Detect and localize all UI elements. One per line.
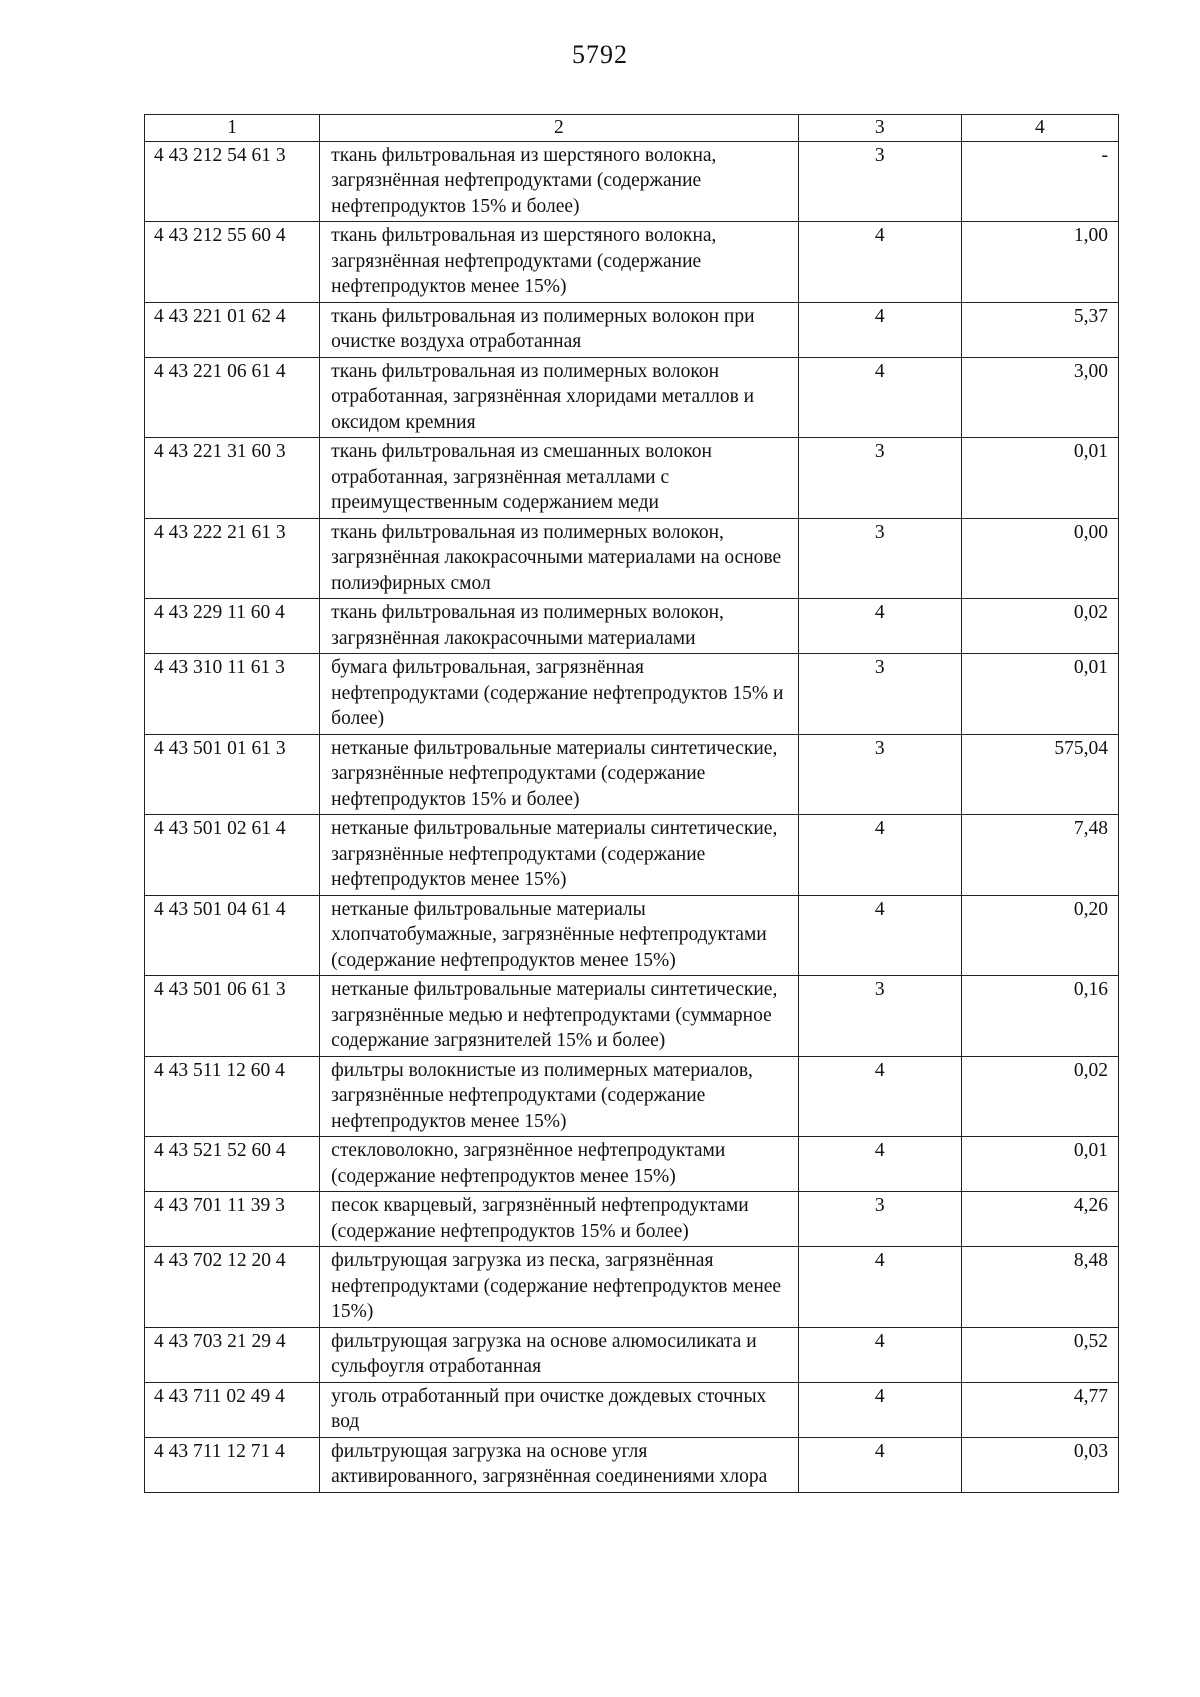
waste-table (144, 114, 1119, 1493)
waste-name-cell: ткань фильтровальная из шерстяного волокна, загрязнённая нефтепродуктами (содержание нефтепродуктов менее 15%) (320, 222, 798, 303)
hazard-class-cell: 4 (798, 222, 961, 303)
amount-cell: 0,01 (961, 654, 1118, 735)
column-header-code: 1 (145, 115, 320, 142)
amount-cell: 4,26 (961, 1192, 1118, 1247)
column-header-class: 3 (798, 115, 961, 142)
table-row (145, 438, 1119, 519)
waste-code-cell: 4 43 702 12 20 4 (145, 1247, 320, 1328)
hazard-class-cell: 3 (798, 438, 961, 519)
table-row (145, 1192, 1119, 1247)
waste-name-cell: фильтры волокнистые из полимерных материалов, загрязнённые нефтепродуктами (содержание нефтепродуктов менее 15%) (320, 1056, 798, 1137)
table-row (145, 654, 1119, 735)
table-row (145, 1437, 1119, 1492)
waste-name-cell: нетканые фильтровальные материалы синтетические, загрязнённые медью и нефтепродуктами (суммарное содержание загрязнителей 15% и более) (320, 976, 798, 1057)
amount-cell: 0,52 (961, 1327, 1118, 1382)
table-row (145, 357, 1119, 438)
waste-name-cell: ткань фильтровальная из смешанных волокон отработанная, загрязнённая металлами с преимущественным содержанием меди (320, 438, 798, 519)
amount-cell: 0,20 (961, 895, 1118, 976)
amount-cell: 5,37 (961, 302, 1118, 357)
table-row (145, 302, 1119, 357)
page-number: 5792 (572, 40, 628, 69)
table-row (145, 599, 1119, 654)
waste-code-cell: 4 43 221 06 61 4 (145, 357, 320, 438)
table-row (145, 141, 1119, 222)
table-row (145, 1382, 1119, 1437)
waste-code-cell: 4 43 501 06 61 3 (145, 976, 320, 1057)
amount-cell: 3,00 (961, 357, 1118, 438)
amount-cell: 575,04 (961, 734, 1118, 815)
waste-name-cell: ткань фильтровальная из полимерных волокон при очистке воздуха отработанная (320, 302, 798, 357)
hazard-class-cell: 3 (798, 734, 961, 815)
hazard-class-cell: 4 (798, 815, 961, 896)
table-row (145, 976, 1119, 1057)
hazard-class-cell: 4 (798, 1056, 961, 1137)
amount-cell: 1,00 (961, 222, 1118, 303)
column-header-value: 4 (961, 115, 1118, 142)
waste-code-cell: 4 43 212 55 60 4 (145, 222, 320, 303)
waste-name-cell: бумага фильтровальная, загрязнённая нефтепродуктами (содержание нефтепродуктов 15% и более) (320, 654, 798, 735)
waste-code-cell: 4 43 703 21 29 4 (145, 1327, 320, 1382)
waste-code-cell: 4 43 221 31 60 3 (145, 438, 320, 519)
waste-name-cell: нетканые фильтровальные материалы синтетические, загрязнённые нефтепродуктами (содержание нефтепродуктов менее 15%) (320, 815, 798, 896)
waste-code-cell: 4 43 511 12 60 4 (145, 1056, 320, 1137)
waste-name-cell: стекловолокно, загрязнённое нефтепродуктами (содержание нефтепродуктов менее 15%) (320, 1137, 798, 1192)
waste-code-cell: 4 43 222 21 61 3 (145, 518, 320, 599)
hazard-class-cell: 4 (798, 1327, 961, 1382)
amount-cell: 0,03 (961, 1437, 1118, 1492)
amount-cell: 7,48 (961, 815, 1118, 896)
amount-cell: 0,01 (961, 438, 1118, 519)
waste-name-cell: ткань фильтровальная из полимерных волокон отработанная, загрязнённая хлоридами металлов и оксидом кремния (320, 357, 798, 438)
amount-cell: 8,48 (961, 1247, 1118, 1328)
table-header-row (145, 115, 1119, 142)
amount-cell: 0,01 (961, 1137, 1118, 1192)
hazard-class-cell: 4 (798, 1247, 961, 1328)
table-body (145, 141, 1119, 1492)
waste-code-cell: 4 43 711 02 49 4 (145, 1382, 320, 1437)
table-row (145, 734, 1119, 815)
waste-name-cell: фильтрующая загрузка на основе угля активированного, загрязнённая соединениями хлора (320, 1437, 798, 1492)
hazard-class-cell: 4 (798, 357, 961, 438)
table-row (145, 1247, 1119, 1328)
hazard-class-cell: 4 (798, 302, 961, 357)
waste-code-cell: 4 43 501 04 61 4 (145, 895, 320, 976)
waste-name-cell: ткань фильтровальная из полимерных волокон, загрязнённая лакокрасочными материалами (320, 599, 798, 654)
waste-code-cell: 4 43 212 54 61 3 (145, 141, 320, 222)
hazard-class-cell: 3 (798, 976, 961, 1057)
waste-code-cell: 4 43 521 52 60 4 (145, 1137, 320, 1192)
amount-cell: 4,77 (961, 1382, 1118, 1437)
waste-name-cell: ткань фильтровальная из шерстяного волокна, загрязнённая нефтепродуктами (содержание нефтепродуктов 15% и более) (320, 141, 798, 222)
amount-cell: 0,16 (961, 976, 1118, 1057)
hazard-class-cell: 3 (798, 1192, 961, 1247)
waste-name-cell: фильтрующая загрузка из песка, загрязнённая нефтепродуктами (содержание нефтепродуктов менее 15%) (320, 1247, 798, 1328)
hazard-class-cell: 3 (798, 654, 961, 735)
waste-code-cell: 4 43 229 11 60 4 (145, 599, 320, 654)
table-row (145, 815, 1119, 896)
amount-cell: 0,02 (961, 599, 1118, 654)
hazard-class-cell: 4 (798, 895, 961, 976)
waste-code-cell: 4 43 221 01 62 4 (145, 302, 320, 357)
column-header-name: 2 (320, 115, 798, 142)
table-row (145, 518, 1119, 599)
hazard-class-cell: 4 (798, 1137, 961, 1192)
waste-name-cell: ткань фильтровальная из полимерных волокон, загрязнённая лакокрасочными материалами на основе полиэфирных смол (320, 518, 798, 599)
amount-cell: 0,00 (961, 518, 1118, 599)
table-row (145, 222, 1119, 303)
waste-name-cell: нетканые фильтровальные материалы хлопчатобумажные, загрязнённые нефтепродуктами (содержание нефтепродуктов менее 15%) (320, 895, 798, 976)
waste-code-cell: 4 43 701 11 39 3 (145, 1192, 320, 1247)
table-row (145, 895, 1119, 976)
hazard-class-cell: 3 (798, 518, 961, 599)
waste-name-cell: песок кварцевый, загрязнённый нефтепродуктами (содержание нефтепродуктов 15% и более) (320, 1192, 798, 1247)
hazard-class-cell: 4 (798, 1437, 961, 1492)
amount-cell: 0,02 (961, 1056, 1118, 1137)
waste-name-cell: фильтрующая загрузка на основе алюмосиликата и сульфоугля отработанная (320, 1327, 798, 1382)
table-row (145, 1056, 1119, 1137)
table-row (145, 1137, 1119, 1192)
table-row (145, 1327, 1119, 1382)
hazard-class-cell: 3 (798, 141, 961, 222)
waste-code-cell: 4 43 501 01 61 3 (145, 734, 320, 815)
waste-name-cell: нетканые фильтровальные материалы синтетические, загрязнённые нефтепродуктами (содержание нефтепродуктов 15% и более) (320, 734, 798, 815)
waste-code-cell: 4 43 501 02 61 4 (145, 815, 320, 896)
amount-cell: - (961, 141, 1118, 222)
hazard-class-cell: 4 (798, 599, 961, 654)
waste-code-cell: 4 43 310 11 61 3 (145, 654, 320, 735)
hazard-class-cell: 4 (798, 1382, 961, 1437)
waste-name-cell: уголь отработанный при очистке дождевых сточных вод (320, 1382, 798, 1437)
waste-code-cell: 4 43 711 12 71 4 (145, 1437, 320, 1492)
